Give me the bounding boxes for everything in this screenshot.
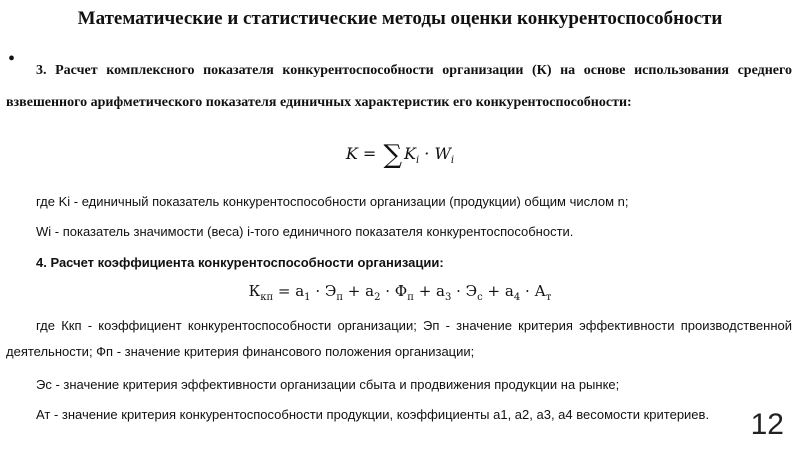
- f2-t3-sub: п: [407, 292, 414, 303]
- f2-t6: + а: [487, 282, 514, 300]
- formula-competitiveness-coefficient: [0, 282, 800, 303]
- formula-w-subscript: i: [450, 155, 455, 167]
- slide-title: Математические и статистические методы оценки конкурентоспособности: [77, 8, 723, 29]
- kkp-definition: где Ккп - коэффициент конкурентоспособности организации; Эп - значение критерия эффективности производственной деятельности; Фп - значение критерия финансового положения организации;: [6, 318, 792, 359]
- wi-definition: Wi - показатель значимости (веса) i-того единичного показателя конкурентоспособности.: [36, 224, 574, 239]
- sum-symbol: ∑: [383, 140, 402, 170]
- f2-t1: · Э: [315, 282, 337, 300]
- f2-a3: 3: [444, 292, 452, 303]
- f2-t5: · Э: [456, 282, 478, 300]
- f2-t5-sub: с: [477, 292, 483, 303]
- formula-k-subscript: i: [415, 155, 420, 167]
- bullet-point: •: [8, 48, 16, 70]
- f2-k-sub: кп: [260, 292, 274, 303]
- f2-t3: · Ф: [385, 282, 408, 300]
- formula-competitiveness-index: [0, 140, 800, 170]
- f2-a4: 4: [513, 292, 521, 303]
- f2-t1-sub: п: [336, 292, 344, 303]
- f2-t7-sub: т: [545, 292, 552, 303]
- formula-dot: ·: [424, 144, 430, 163]
- es-definition: Эс - значение критерия эффективности организации сбыта и продвижения продукции на рынке;: [36, 377, 620, 392]
- f2-eq: = а: [277, 282, 305, 300]
- formula-w: W: [434, 144, 451, 163]
- formula-k: K: [404, 144, 416, 163]
- f2-t7: · А: [524, 282, 546, 300]
- f2-k: К: [248, 282, 261, 300]
- formula-lhs: K =: [345, 144, 377, 163]
- f2-a2: 2: [374, 292, 381, 303]
- intro-paragraph: 3. Расчет комплексного показателя конкурентоспособности организации (К) на основе использования среднего взвешенного арифметического показателя единичных характеристик его конкурентоспособности:: [6, 63, 792, 110]
- f2-t4: + а: [418, 282, 445, 300]
- page-number: 12: [750, 408, 784, 441]
- ki-definition: где Ki - единичный показатель конкурентоспособности организации (продукции) общим числом n;: [36, 194, 629, 209]
- f2-a1: 1: [304, 292, 311, 303]
- f2-t2: + а: [347, 282, 375, 300]
- at-definition: Ат - значение критерия конкурентоспособности продукции, коэффициенты а1, а2, а3, а4 весомости критериев.: [36, 407, 710, 422]
- section-4-heading: 4. Расчет коэффициента конкурентоспособности организации:: [36, 255, 444, 270]
